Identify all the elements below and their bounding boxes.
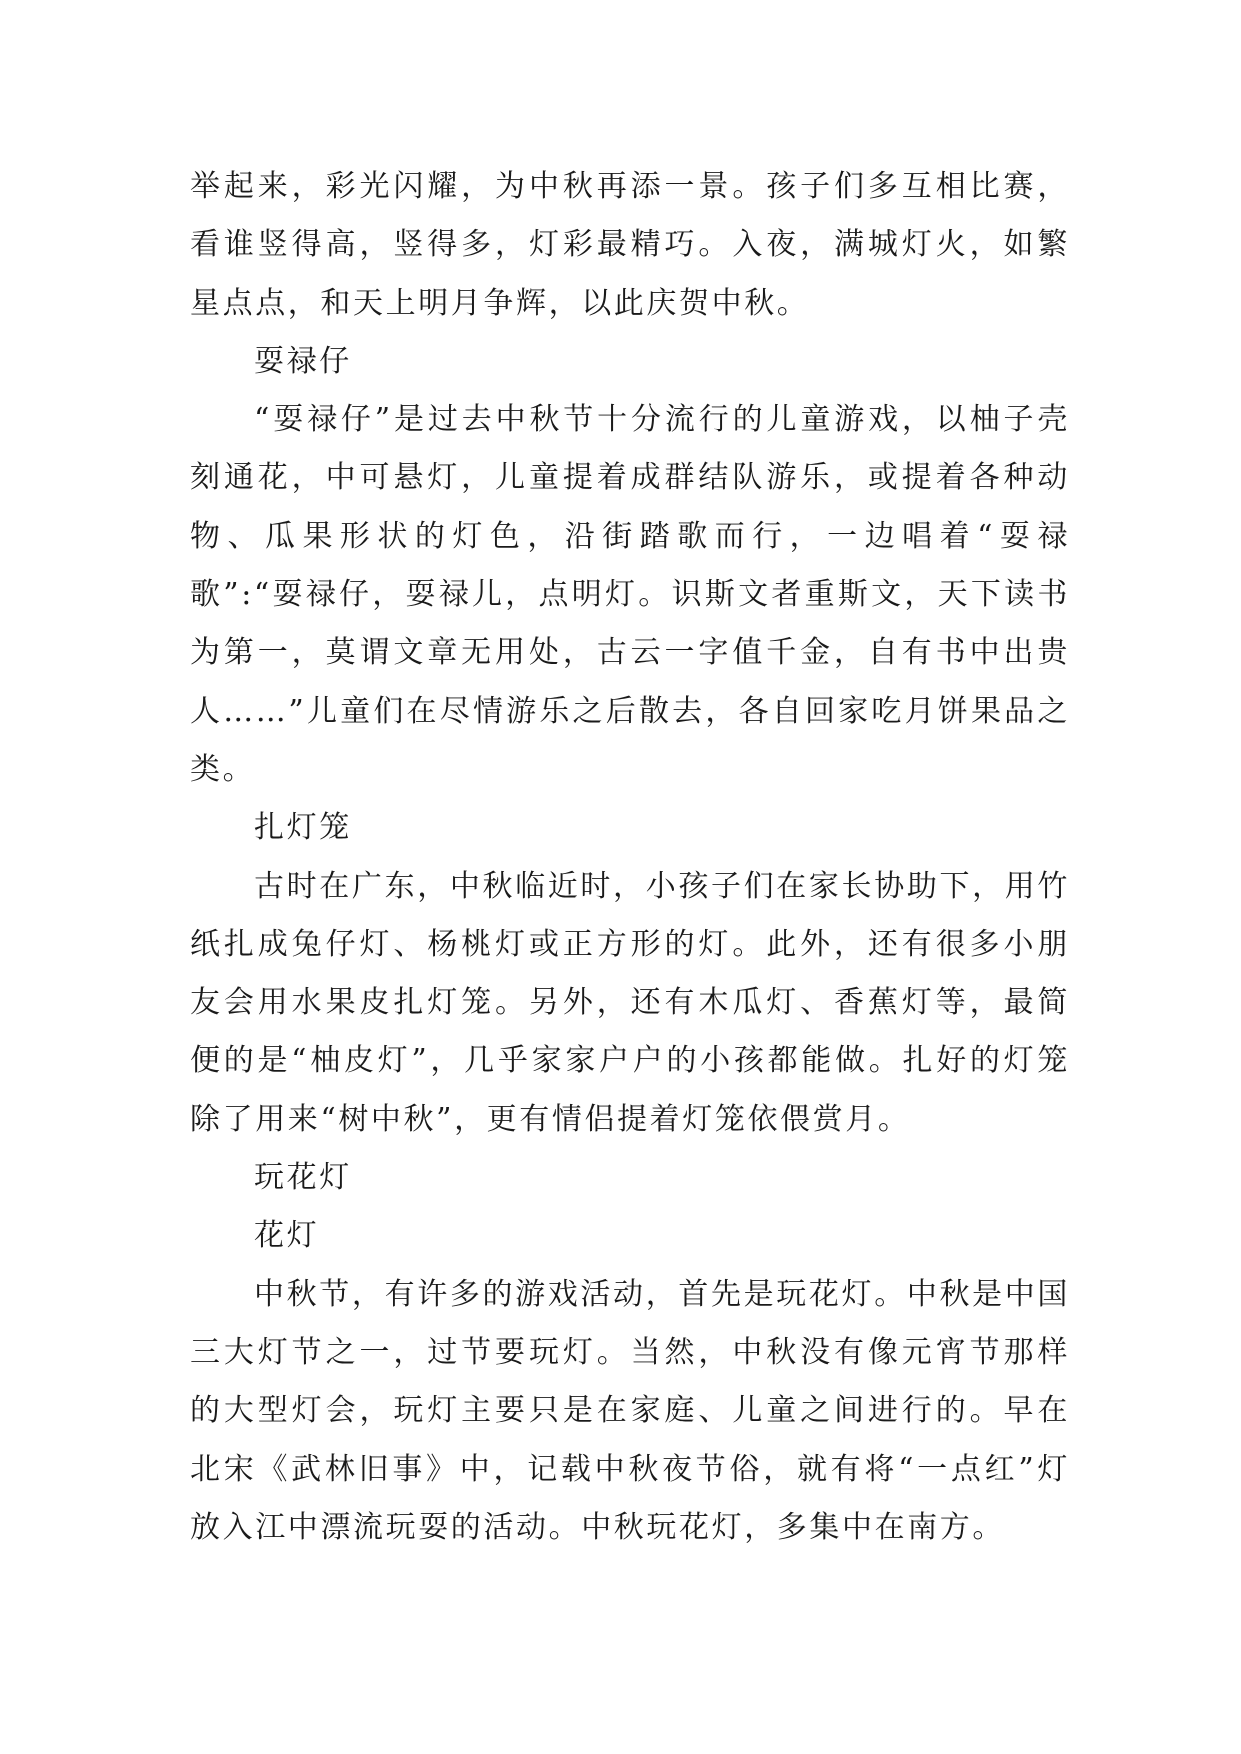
section-heading-wan-hua-deng: 玩花灯 [254, 1160, 352, 1196]
paragraph-hua-deng: 中秋节，有许多的游戏活动，首先是玩花灯。中秋是中国三大灯节之一，过节要玩灯。当然，中秋没有像元宵节那样的大型灯会，玩灯主要只是在家庭、儿童之间进行的。早在北宋《武林旧事》中，记载中秋夜节俗，就有将“一点红”灯放入江中漂流玩耍的活动。中秋玩花灯，多集中在南方。 [190, 1276, 1070, 1545]
paragraph-zha-deng-long: 古时在广东，中秋临近时，小孩子们在家长协助下，用竹纸扎成兔仔灯、杨桃灯或正方形的灯。此外，还有很多小朋友会用水果皮扎灯笼。另外，还有木瓜灯、香蕉灯等，最简便的是“柚皮灯”，几乎家家户户的小孩都能做。扎好的灯笼除了用来“树中秋”，更有情侣提着灯笼依偎赏月。 [190, 868, 1070, 1137]
paragraph-lantern-contest: 举起来，彩光闪耀，为中秋再添一景。孩子们多互相比赛，看谁竖得高，竖得多，灯彩最精巧。入夜，满城灯火，如繁星点点，和天上明月争辉，以此庆贺中秋。 [190, 169, 1070, 321]
section-heading-shua-lu-zai: 耍禄仔 [254, 343, 352, 379]
paragraph-shua-lu-zai: “耍禄仔”是过去中秋节十分流行的儿童游戏，以柚子壳刻通花，中可悬灯，儿童提着成群结队游乐，或提着各种动物、瓜果形状的灯色，沿街踏歌而行，一边唱着“耍禄歌”:“耍禄仔，耍禄儿，点明灯。识斯文者重斯文，天下读书为第一，莫谓文章无用处，古云一字值千金，自有书中出贵人……”儿童们在尽情游乐之后散去，各自回家吃月饼果品之类。 [190, 402, 1070, 787]
document-body [190, 158, 1070, 1557]
section-heading-zha-deng-long: 扎灯笼 [254, 810, 352, 846]
section-heading-hua-deng: 花灯 [254, 1218, 320, 1254]
